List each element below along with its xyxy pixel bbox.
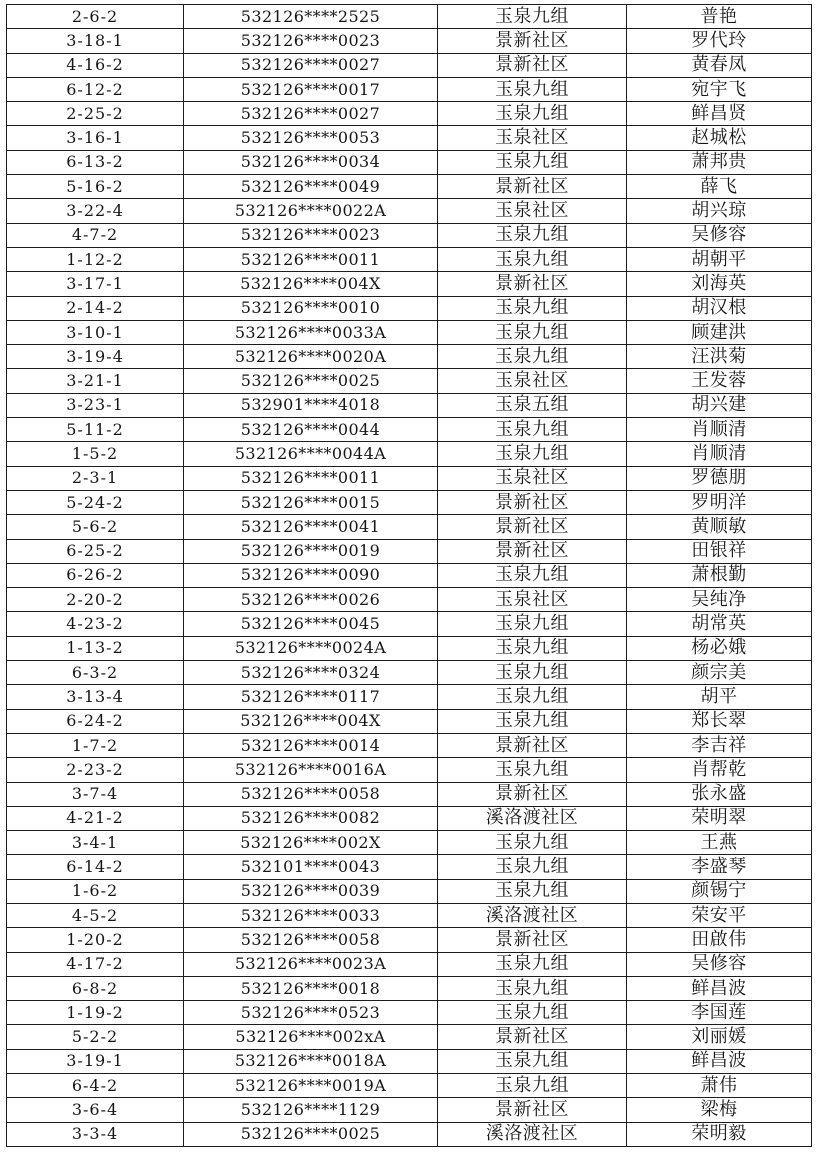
id-number-cell: 532126****0018: [184, 976, 438, 1000]
address-cell: 玉泉九组: [438, 685, 627, 709]
table-row: [7, 612, 812, 636]
id-number-cell: 532126****0016A: [184, 758, 438, 782]
house-code-cell: 4-23-2: [7, 612, 184, 636]
house-code-cell: 3-22-4: [7, 199, 184, 223]
house-code-cell: 6-4-2: [7, 1074, 184, 1098]
name-cell: 鲜昌波: [627, 1049, 812, 1073]
address-cell: 玉泉九组: [438, 563, 627, 587]
address-cell: 玉泉九组: [438, 77, 627, 101]
address-cell: 景新社区: [438, 490, 627, 514]
name-cell: 萧邦贵: [627, 150, 812, 174]
id-number-cell: 532126****0049: [184, 175, 438, 199]
name-cell: 田啟伟: [627, 928, 812, 952]
house-code-cell: 1-5-2: [7, 442, 184, 466]
id-number-cell: 532126****1129: [184, 1098, 438, 1122]
table-row: [7, 272, 812, 296]
address-cell: 玉泉九组: [438, 442, 627, 466]
house-code-cell: 6-12-2: [7, 77, 184, 101]
id-number-cell: 532126****0014: [184, 733, 438, 757]
name-cell: 荣安平: [627, 903, 812, 927]
house-code-cell: 3-19-1: [7, 1049, 184, 1073]
address-cell: 玉泉九组: [438, 612, 627, 636]
house-code-cell: 3-13-4: [7, 685, 184, 709]
table-row: [7, 685, 812, 709]
id-number-cell: 532126****0027: [184, 53, 438, 77]
id-number-cell: 532126****0025: [184, 1122, 438, 1146]
address-cell: 玉泉九组: [438, 223, 627, 247]
house-code-cell: 5-2-2: [7, 1025, 184, 1049]
name-cell: 郑长翠: [627, 709, 812, 733]
id-number-cell: 532126****0033: [184, 903, 438, 927]
name-cell: 肖顺清: [627, 442, 812, 466]
house-code-cell: 6-14-2: [7, 855, 184, 879]
address-cell: 玉泉九组: [438, 345, 627, 369]
house-code-cell: 5-6-2: [7, 515, 184, 539]
address-cell: 玉泉九组: [438, 150, 627, 174]
address-cell: 溪洛渡社区: [438, 1122, 627, 1146]
table-row: [7, 102, 812, 126]
table-row: [7, 150, 812, 174]
address-cell: 景新社区: [438, 272, 627, 296]
table-row: [7, 393, 812, 417]
table-row: [7, 1001, 812, 1025]
house-code-cell: 2-14-2: [7, 296, 184, 320]
table-row: [7, 77, 812, 101]
name-cell: 鲜昌波: [627, 976, 812, 1000]
roster-sheet: [6, 4, 811, 1147]
table-row: [7, 320, 812, 344]
id-number-cell: 532126****0019A: [184, 1074, 438, 1098]
name-cell: 胡兴建: [627, 393, 812, 417]
address-cell: 玉泉社区: [438, 466, 627, 490]
house-code-cell: 4-16-2: [7, 53, 184, 77]
name-cell: 李盛琴: [627, 855, 812, 879]
table-row: [7, 345, 812, 369]
id-number-cell: 532126****0027: [184, 102, 438, 126]
table-row: [7, 733, 812, 757]
id-number-cell: 532126****0082: [184, 806, 438, 830]
house-code-cell: 5-11-2: [7, 418, 184, 442]
id-number-cell: 532126****0053: [184, 126, 438, 150]
name-cell: 肖顺清: [627, 418, 812, 442]
table-row: [7, 296, 812, 320]
id-number-cell: 532126****0011: [184, 247, 438, 271]
address-cell: 景新社区: [438, 53, 627, 77]
address-cell: 景新社区: [438, 539, 627, 563]
house-code-cell: 4-5-2: [7, 903, 184, 927]
table-row: [7, 879, 812, 903]
address-cell: 玉泉九组: [438, 661, 627, 685]
name-cell: 萧根勤: [627, 563, 812, 587]
house-code-cell: 6-26-2: [7, 563, 184, 587]
name-cell: 肖帮乾: [627, 758, 812, 782]
id-number-cell: 532126****0019: [184, 539, 438, 563]
name-cell: 宛宇飞: [627, 77, 812, 101]
id-number-cell: 532126****0034: [184, 150, 438, 174]
name-cell: 李吉祥: [627, 733, 812, 757]
address-cell: 景新社区: [438, 29, 627, 53]
house-code-cell: 3-7-4: [7, 782, 184, 806]
id-number-cell: 532126****0015: [184, 490, 438, 514]
address-cell: 景新社区: [438, 1098, 627, 1122]
address-cell: 玉泉九组: [438, 296, 627, 320]
table-row: [7, 1122, 812, 1146]
address-cell: 玉泉九组: [438, 758, 627, 782]
id-number-cell: 532126****0523: [184, 1001, 438, 1025]
name-cell: 鲜昌贤: [627, 102, 812, 126]
id-number-cell: 532126****0041: [184, 515, 438, 539]
id-number-cell: 532126****0058: [184, 782, 438, 806]
table-row: [7, 831, 812, 855]
id-number-cell: 532901****4018: [184, 393, 438, 417]
house-code-cell: 2-25-2: [7, 102, 184, 126]
id-number-cell: 532126****0011: [184, 466, 438, 490]
house-code-cell: 3-21-1: [7, 369, 184, 393]
table-row: [7, 126, 812, 150]
name-cell: 荣明翠: [627, 806, 812, 830]
house-code-cell: 1-19-2: [7, 1001, 184, 1025]
table-row: [7, 636, 812, 660]
table-row: [7, 175, 812, 199]
house-code-cell: 2-23-2: [7, 758, 184, 782]
address-cell: 景新社区: [438, 1025, 627, 1049]
table-row: [7, 806, 812, 830]
house-code-cell: 1-20-2: [7, 928, 184, 952]
table-row: [7, 466, 812, 490]
house-code-cell: 3-18-1: [7, 29, 184, 53]
address-cell: 玉泉九组: [438, 952, 627, 976]
house-code-cell: 2-20-2: [7, 588, 184, 612]
name-cell: 吴纯净: [627, 588, 812, 612]
id-number-cell: 532126****0090: [184, 563, 438, 587]
address-cell: 玉泉九组: [438, 879, 627, 903]
id-number-cell: 532126****0022A: [184, 199, 438, 223]
id-number-cell: 532126****0044A: [184, 442, 438, 466]
name-cell: 王燕: [627, 831, 812, 855]
id-number-cell: 532126****0023: [184, 29, 438, 53]
table-row: [7, 1049, 812, 1073]
id-number-cell: 532126****002X: [184, 831, 438, 855]
address-cell: 玉泉九组: [438, 5, 627, 29]
house-code-cell: 3-19-4: [7, 345, 184, 369]
house-code-cell: 6-8-2: [7, 976, 184, 1000]
house-code-cell: 2-6-2: [7, 5, 184, 29]
table-row: [7, 199, 812, 223]
name-cell: 刘丽媛: [627, 1025, 812, 1049]
table-row: [7, 1074, 812, 1098]
name-cell: 杨必娥: [627, 636, 812, 660]
address-cell: 玉泉九组: [438, 1074, 627, 1098]
table-row: [7, 53, 812, 77]
name-cell: 普艳: [627, 5, 812, 29]
id-number-cell: 532126****0117: [184, 685, 438, 709]
table-row: [7, 5, 812, 29]
name-cell: 胡朝平: [627, 247, 812, 271]
address-cell: 玉泉九组: [438, 418, 627, 442]
house-code-cell: 3-17-1: [7, 272, 184, 296]
house-code-cell: 5-16-2: [7, 175, 184, 199]
table-row: [7, 855, 812, 879]
table-row: [7, 976, 812, 1000]
id-number-cell: 532126****0033A: [184, 320, 438, 344]
id-number-cell: 532126****0039: [184, 879, 438, 903]
address-cell: 景新社区: [438, 928, 627, 952]
address-cell: 景新社区: [438, 175, 627, 199]
house-code-cell: 3-4-1: [7, 831, 184, 855]
table-row: [7, 709, 812, 733]
house-code-cell: 3-3-4: [7, 1122, 184, 1146]
house-code-cell: 3-23-1: [7, 393, 184, 417]
id-number-cell: 532126****002xA: [184, 1025, 438, 1049]
name-cell: 荣明毅: [627, 1122, 812, 1146]
name-cell: 罗代玲: [627, 29, 812, 53]
table-row: [7, 223, 812, 247]
table-row: [7, 247, 812, 271]
id-number-cell: 532126****0024A: [184, 636, 438, 660]
name-cell: 胡常英: [627, 612, 812, 636]
name-cell: 汪洪菊: [627, 345, 812, 369]
address-cell: 玉泉九组: [438, 976, 627, 1000]
table-row: [7, 563, 812, 587]
name-cell: 李国莲: [627, 1001, 812, 1025]
name-cell: 胡兴琼: [627, 199, 812, 223]
table-row: [7, 515, 812, 539]
name-cell: 薛飞: [627, 175, 812, 199]
id-number-cell: 532126****0018A: [184, 1049, 438, 1073]
name-cell: 王发蓉: [627, 369, 812, 393]
id-number-cell: 532126****0026: [184, 588, 438, 612]
house-code-cell: 6-13-2: [7, 150, 184, 174]
id-number-cell: 532126****004X: [184, 272, 438, 296]
house-code-cell: 6-25-2: [7, 539, 184, 563]
id-number-cell: 532126****0017: [184, 77, 438, 101]
address-cell: 玉泉九组: [438, 636, 627, 660]
id-number-cell: 532126****0023: [184, 223, 438, 247]
name-cell: 梁梅: [627, 1098, 812, 1122]
table-row: [7, 952, 812, 976]
table-row: [7, 928, 812, 952]
table-row: [7, 661, 812, 685]
table-row: [7, 442, 812, 466]
house-code-cell: 3-6-4: [7, 1098, 184, 1122]
address-cell: 玉泉社区: [438, 369, 627, 393]
name-cell: 吴修容: [627, 223, 812, 247]
table-row: [7, 418, 812, 442]
address-cell: 景新社区: [438, 733, 627, 757]
name-cell: 吴修容: [627, 952, 812, 976]
table-row: [7, 539, 812, 563]
name-cell: 黄春凤: [627, 53, 812, 77]
house-code-cell: 6-24-2: [7, 709, 184, 733]
table-row: [7, 29, 812, 53]
id-number-cell: 532126****0010: [184, 296, 438, 320]
id-number-cell: 532101****0043: [184, 855, 438, 879]
address-cell: 玉泉社区: [438, 199, 627, 223]
address-cell: 玉泉社区: [438, 588, 627, 612]
house-code-cell: 3-16-1: [7, 126, 184, 150]
name-cell: 萧伟: [627, 1074, 812, 1098]
house-code-cell: 1-7-2: [7, 733, 184, 757]
id-number-cell: 532126****0058: [184, 928, 438, 952]
name-cell: 罗德朋: [627, 466, 812, 490]
house-code-cell: 3-10-1: [7, 320, 184, 344]
name-cell: 黄顺敏: [627, 515, 812, 539]
table-row: [7, 369, 812, 393]
address-cell: 玉泉九组: [438, 247, 627, 271]
id-number-cell: 532126****0025: [184, 369, 438, 393]
table-row: [7, 758, 812, 782]
house-code-cell: 4-21-2: [7, 806, 184, 830]
house-code-cell: 2-3-1: [7, 466, 184, 490]
name-cell: 刘海英: [627, 272, 812, 296]
table-row: [7, 1098, 812, 1122]
house-code-cell: 1-6-2: [7, 879, 184, 903]
house-code-cell: 5-24-2: [7, 490, 184, 514]
roster-table-body: [7, 5, 812, 1147]
name-cell: 颜锡宁: [627, 879, 812, 903]
name-cell: 赵城松: [627, 126, 812, 150]
table-row: [7, 782, 812, 806]
house-code-cell: 1-12-2: [7, 247, 184, 271]
house-code-cell: 4-17-2: [7, 952, 184, 976]
address-cell: 玉泉社区: [438, 126, 627, 150]
address-cell: 玉泉九组: [438, 1001, 627, 1025]
address-cell: 景新社区: [438, 782, 627, 806]
house-code-cell: 4-7-2: [7, 223, 184, 247]
address-cell: 景新社区: [438, 515, 627, 539]
name-cell: 颜宗美: [627, 661, 812, 685]
address-cell: 溪洛渡社区: [438, 806, 627, 830]
house-code-cell: 1-13-2: [7, 636, 184, 660]
id-number-cell: 532126****0020A: [184, 345, 438, 369]
address-cell: 玉泉九组: [438, 831, 627, 855]
name-cell: 顾建洪: [627, 320, 812, 344]
id-number-cell: 532126****0044: [184, 418, 438, 442]
name-cell: 胡汉根: [627, 296, 812, 320]
name-cell: 张永盛: [627, 782, 812, 806]
address-cell: 玉泉九组: [438, 709, 627, 733]
address-cell: 玉泉九组: [438, 102, 627, 126]
address-cell: 溪洛渡社区: [438, 903, 627, 927]
id-number-cell: 532126****004X: [184, 709, 438, 733]
table-row: [7, 903, 812, 927]
house-code-cell: 6-3-2: [7, 661, 184, 685]
name-cell: 胡平: [627, 685, 812, 709]
id-number-cell: 532126****2525: [184, 5, 438, 29]
table-row: [7, 588, 812, 612]
table-row: [7, 490, 812, 514]
id-number-cell: 532126****0045: [184, 612, 438, 636]
name-cell: 田银祥: [627, 539, 812, 563]
table-row: [7, 1025, 812, 1049]
address-cell: 玉泉九组: [438, 320, 627, 344]
name-cell: 罗明洋: [627, 490, 812, 514]
address-cell: 玉泉五组: [438, 393, 627, 417]
address-cell: 玉泉九组: [438, 1049, 627, 1073]
roster-table: [6, 4, 812, 1147]
address-cell: 玉泉九组: [438, 855, 627, 879]
id-number-cell: 532126****0324: [184, 661, 438, 685]
id-number-cell: 532126****0023A: [184, 952, 438, 976]
